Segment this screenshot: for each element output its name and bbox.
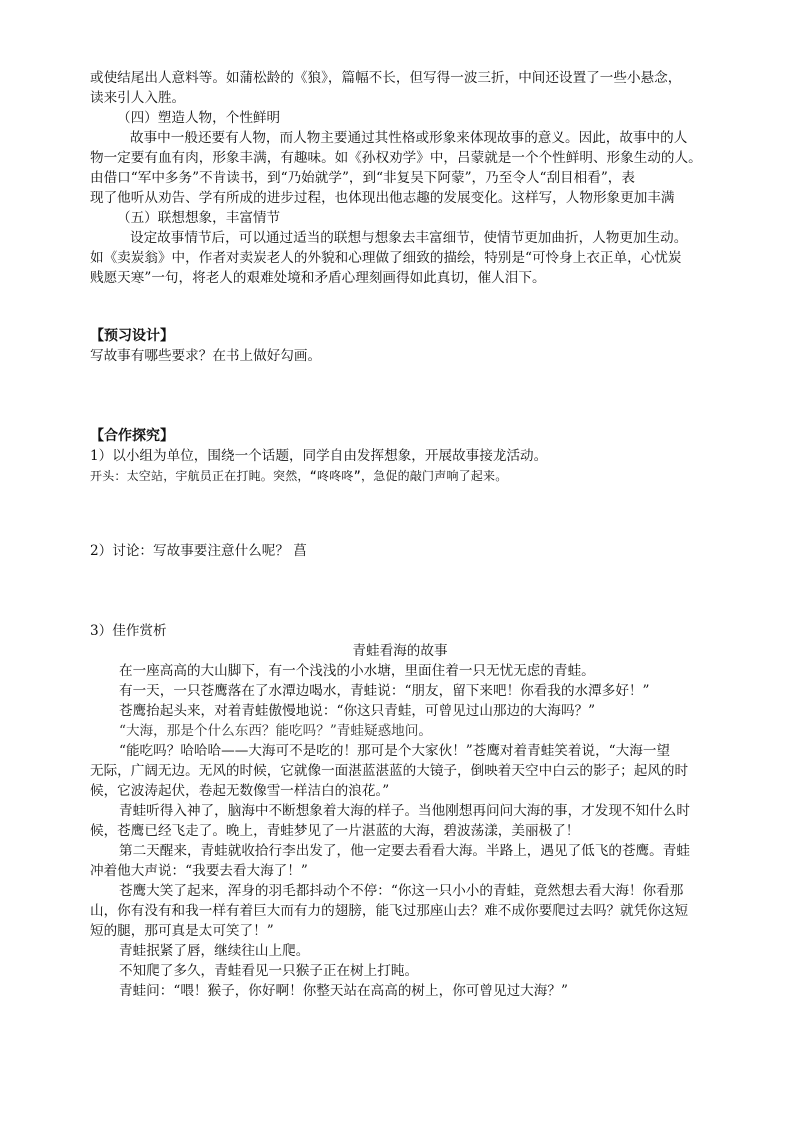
para5-line-3: 贱愿天寒”一句，将老人的艰难处境和矛盾心理刻画得如此真切，催人泪下。 (90, 270, 546, 286)
story-line-17: 青蛙问：“喂！猴子，你好啊！你整天站在高高的树上，你可曾见过大海？” (119, 983, 568, 999)
story-line-9: 候，苍鹰已经飞走了。晚上，青蛙梦见了一片湛蓝的大海，碧波荡漾，美丽极了！ (90, 823, 580, 839)
story-line-2: 有一天，一只苍鹰落在了水潭边喝水，青蛙说：“朋友，留下来吧！你看我的水潭多好！” (119, 683, 650, 699)
para4-line-2: 物一定要有血有肉，形象丰满，有趣味。如《孙权劝学》中，吕蒙就是一个个性鲜明、形象生动的人。 (90, 150, 702, 166)
section-5-heading: （五）联想想象，丰富情节 (117, 210, 281, 226)
story-line-8: 青蛙听得入神了，脑海中不断想象着大海的样子。当他刚想再问问大海的事，才发现不知什么时 (119, 803, 690, 819)
story-title: 青蛙看海的故事 (352, 643, 448, 659)
story-line-15: 青蛙抿紧了唇，继续往山上爬。 (119, 943, 310, 959)
question-1: 1）以小组为单位，围绕一个话题，同学自由发挥想象，开展故事接龙活动。 (90, 448, 548, 464)
story-line-6: 无际，广阔无边。无风的时候，它就像一面湛蓝湛蓝的大镜子，倒映着天空中白云的影子；起风的时 (90, 763, 689, 779)
story-line-1: 在一座高高的大山脚下，有一个浅浅的小水塘，里面住着一只无忧无虑的青蛙。 (119, 663, 595, 679)
story-line-10: 第二天醒来，青蛙就收拾行李出发了，他一定要去看看大海。半路上，遇见了低飞的苍鹰。青蛙 (119, 843, 690, 859)
coop-heading: 【合作探究】 (90, 428, 174, 444)
story-line-12: 苍鹰大笑了起来，浑身的羽毛都抖动个不停：“你这一只小小的青蛙，竟然想去看大海！你看那 (119, 883, 684, 899)
story-line-16: 不知爬了多久，青蛙看见一只猴子正在树上打盹。 (119, 963, 419, 979)
story-line-3: 苍鹰抬起头来，对着青蛙傲慢地说：“你这只青蛙，可曾见过山那边的大海吗？” (119, 703, 596, 719)
story-line-13: 山，你有没有和我一样有着巨大而有力的翅膀，能飞过那座山去？难不成你要爬过去吗？就凭你这短 (90, 903, 689, 919)
preview-text: 写故事有哪些要求？在书上做好勾画。 (90, 348, 322, 364)
document-page (90, 68, 710, 1001)
story-line-14: 短的腿，那可真是太可笑了！” (90, 923, 274, 939)
story-opening: 开头：太空站，宇航员正在打盹。突然，“咚咚咚”，急促的敲门声响了起来。 (90, 469, 508, 483)
preview-heading: 【预习设计】 (90, 328, 174, 344)
intro-line-2: 读来引人入胜。 (90, 90, 186, 106)
para5-line-2: 如《卖炭翁》中，作者对卖炭老人的外貌和心理做了细致的描绘，特别是“可怜身上衣正单，心忧炭 (90, 250, 682, 266)
story-line-11: 冲着他大声说：“我要去看大海了！” (90, 863, 308, 879)
story-line-5: “能吃吗？哈哈哈——大海可不是吃的！那可是个大家伙！”苍鹰对着青蛙笑着说，“大海一望 (119, 743, 671, 759)
question-2 (90, 541, 710, 561)
para4-line-1: 故事中一般还要有人物，而人物主要通过其性格或形象来体现故事的意义。因此，故事中的人 (130, 130, 688, 146)
intro-line-1: 或使结尾出人意料等。如蒲松龄的《狼》，篇幅不长，但写得一波三折，中间还设置了一些小悬念， (90, 70, 682, 86)
question-3: 3）佳作赏析 (90, 623, 167, 639)
para4-line-3: 由借口“军中多务”不肯读书，到“乃始就学”，到“非复吴下阿蒙”，乃至令人“刮目相看”，表 (90, 170, 635, 186)
para4-line-4: 现了他听从劝告、学有所成的进步过程，也体现出他志趣的发展变化。这样写，人物形象更加丰满 (90, 190, 675, 206)
section-4-heading: （四）塑造人物，个性鲜明 (117, 110, 281, 126)
question-2-mark: 菖 (293, 543, 307, 559)
story-line-4: “大海，那是个什么东西？能吃吗？”青蛙疑惑地问。 (119, 723, 432, 739)
story-line-7: 候，它波涛起伏，卷起无数像雪一样洁白的浪花。” (90, 783, 390, 799)
para5-line-1: 设定故事情节后，可以通过适当的联想与想象去丰富细节，使情节更加曲折，人物更加生动。 (130, 230, 688, 246)
question-2-text: 2）讨论：写故事要注意什么呢？ (90, 543, 289, 559)
